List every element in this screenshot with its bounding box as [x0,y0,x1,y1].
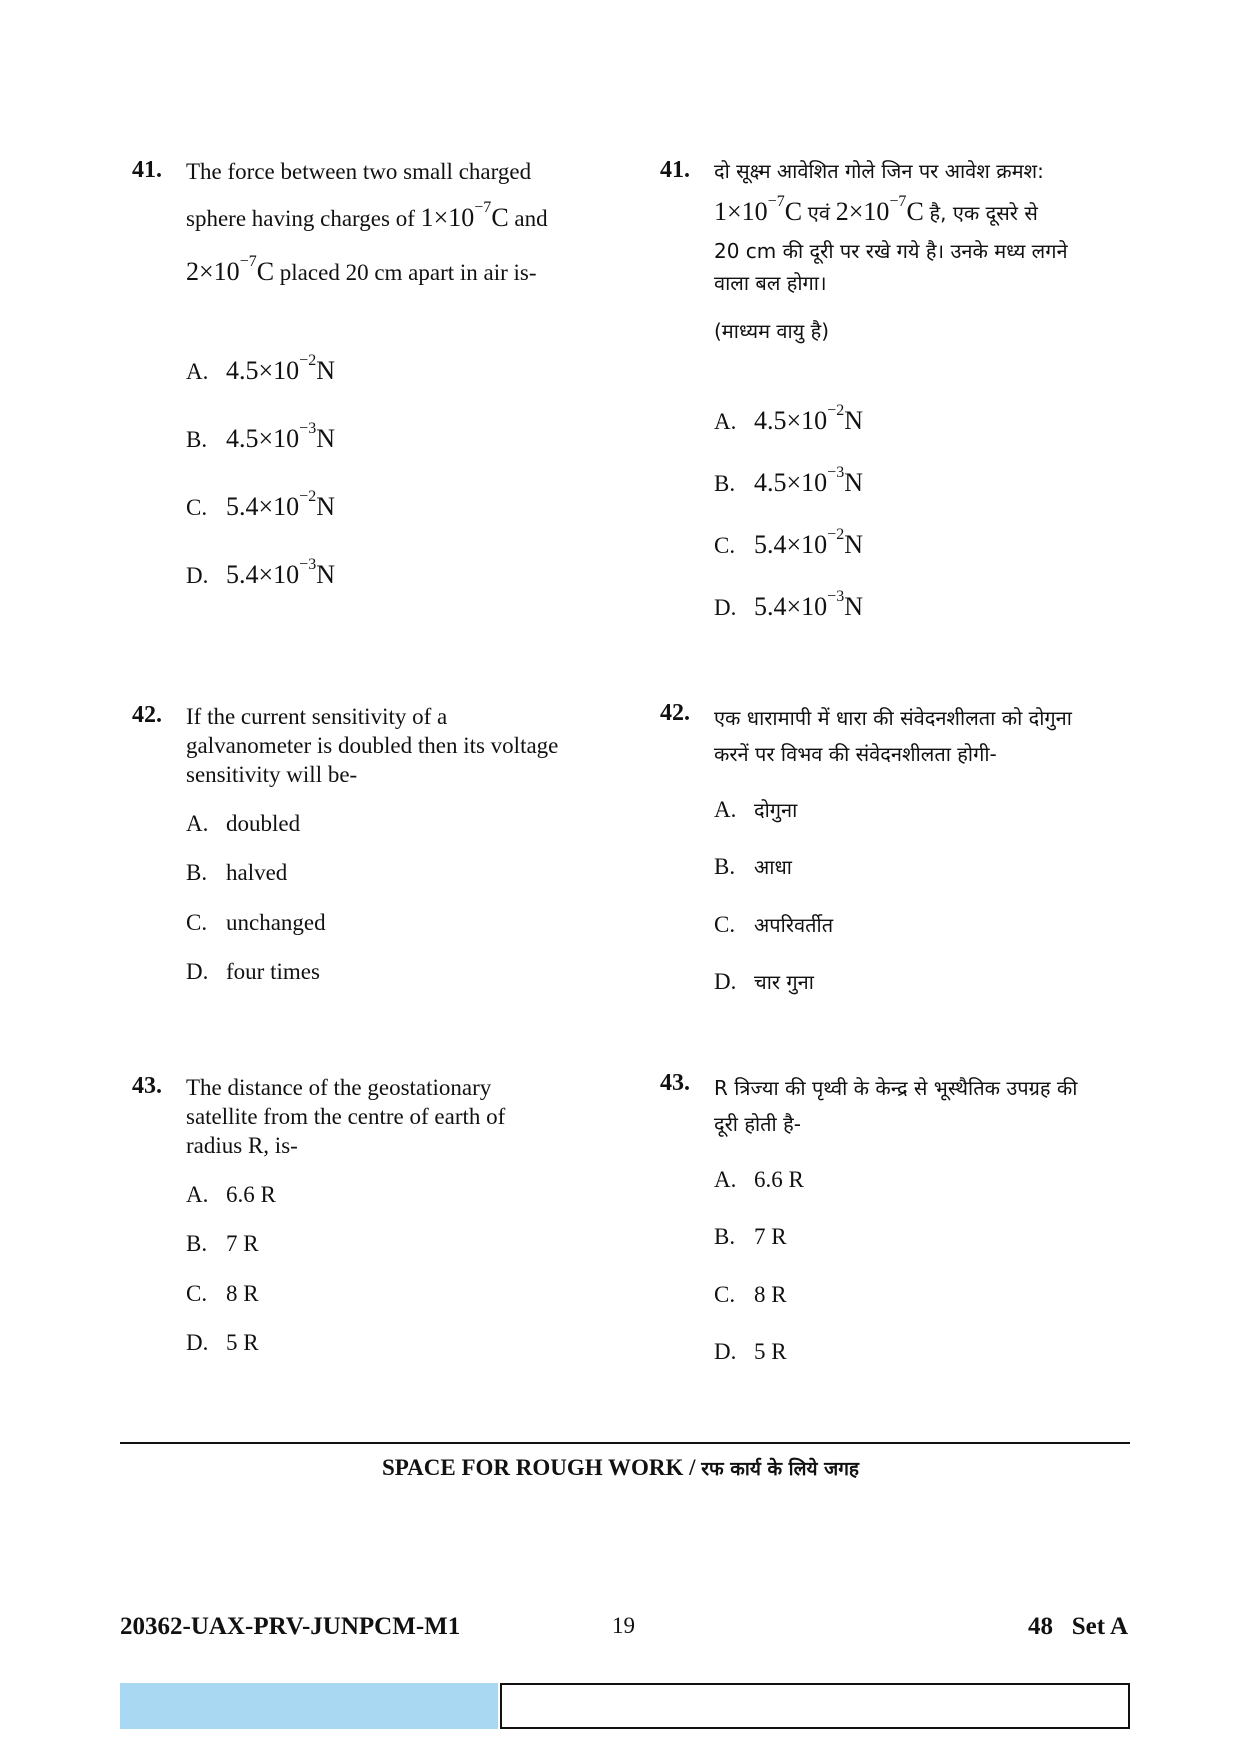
option-d[interactable]: D. 5 R [714,1339,787,1364]
question-text [186,1073,622,1160]
question-text [186,702,622,789]
option-b[interactable]: B. $4.5\times 10^{-3}N$ [714,464,863,497]
question-line: R त्रिज्या की पृथ्वी के केन्द्र से भूस्थैतिक उपग्रह की [714,1076,1078,1100]
question-number: 43. [132,1073,162,1099]
rough-work-en: SPACE FOR ROUGH WORK / [382,1455,702,1480]
question-line [714,193,1038,228]
question-note: (माध्यम वायु है) [714,319,830,343]
question-line: एक धारामापी में धारा की संवेदनशीलता को दोगुना [714,706,1072,730]
option-a[interactable]: A. doubled [186,811,301,836]
option-c[interactable]: C. 8 R [186,1281,259,1306]
option-b[interactable]: B. 7 R [186,1231,259,1256]
question-number: 41. [132,157,162,183]
option-a[interactable]: A. $4.5\times 10^{-2}N$ [186,352,335,385]
option-c[interactable]: C. unchanged [186,910,326,935]
question-line: galvanometer is doubled then its voltage [186,733,559,758]
option-c[interactable]: C. 8 R [714,1282,787,1307]
set-label: 48 Set A [1028,1613,1128,1640]
option-d[interactable]: D. चार गुना [714,969,814,994]
footer-color-bar [120,1683,498,1729]
option-d[interactable]: D. 5 R [186,1330,259,1355]
text-span: placed 20 cm apart in air is- [279,260,537,285]
question-number: 42. [660,700,690,726]
option-c[interactable]: C. $5.4\times 10^{-2}N$ [714,526,863,559]
option-d[interactable]: D. four times [186,959,320,984]
question-text [714,1070,1130,1142]
question-line: If the current sensitivity of a [186,704,448,729]
question-line [186,199,548,233]
option-a[interactable]: A. 6.6 R [186,1182,276,1207]
question-number: 41. [660,157,690,183]
conjunction: एवं [807,201,830,225]
option-a[interactable]: A. $4.5\times 10^{-2}N$ [714,402,863,435]
charge-1: $1\times 10^{-7}C$ [714,193,803,226]
question-number: 43. [660,1070,690,1096]
question-line [186,253,537,287]
option-d[interactable]: D. $5.4\times 10^{-3}N$ [714,588,863,621]
charge-2: $2\times 10^{-7}C$ [835,193,924,226]
option-d[interactable]: D. $5.4\times 10^{-3}N$ [186,556,335,589]
question-line: The force between two small charged [186,159,532,184]
question-line: वाला बल होगा। [714,271,827,295]
question-line: करनें पर विभव की संवेदनशीलता होगी- [714,742,997,766]
conjunction: and [514,206,548,231]
option-b[interactable]: B. halved [186,860,288,885]
rough-work-heading [0,1455,1241,1481]
question-line: radius R, is- [186,1133,298,1158]
rough-work-hi: रफ कार्य के लिये जगह [701,1458,859,1480]
text-span: है, एक दूसरे से [929,201,1038,225]
option-c[interactable]: C. $5.4\times 10^{-2}N$ [186,488,335,521]
question-line: दो सूक्ष्म आवेशित गोले जिन पर आवेश क्रमश: [714,159,1044,183]
question-line: दूरी होती है- [714,1112,801,1136]
question-line: The distance of the geostationary [186,1075,492,1100]
option-b[interactable]: B. आधा [714,854,792,879]
option-a[interactable]: A. 6.6 R [714,1167,804,1192]
question-line: 20 cm की दूरी पर रखे गये है। उनके मध्य लगने [714,239,1068,263]
charge-1: $1\times 10^{-7}C$ [420,199,509,232]
question-text [714,700,1130,772]
option-b[interactable]: B. $4.5\times 10^{-3}N$ [186,420,335,453]
rough-work-divider [120,1442,1130,1444]
charge-2: $2\times 10^{-7}C$ [186,253,275,286]
question-number: 42. [132,702,162,728]
page-number: 19 [612,1613,635,1638]
footer-empty-box [500,1683,1130,1729]
text-span: sphere having charges of [186,206,415,231]
option-a[interactable]: A. दोगुना [714,797,798,822]
option-b[interactable]: B. 7 R [714,1224,787,1249]
option-c[interactable]: C. अपरिवर्तीत [714,912,834,937]
paper-code: 20362-UAX-PRV-JUNPCM-M1 [120,1613,461,1640]
question-line: satellite from the centre of earth of [186,1104,506,1129]
question-line: sensitivity will be- [186,762,358,787]
